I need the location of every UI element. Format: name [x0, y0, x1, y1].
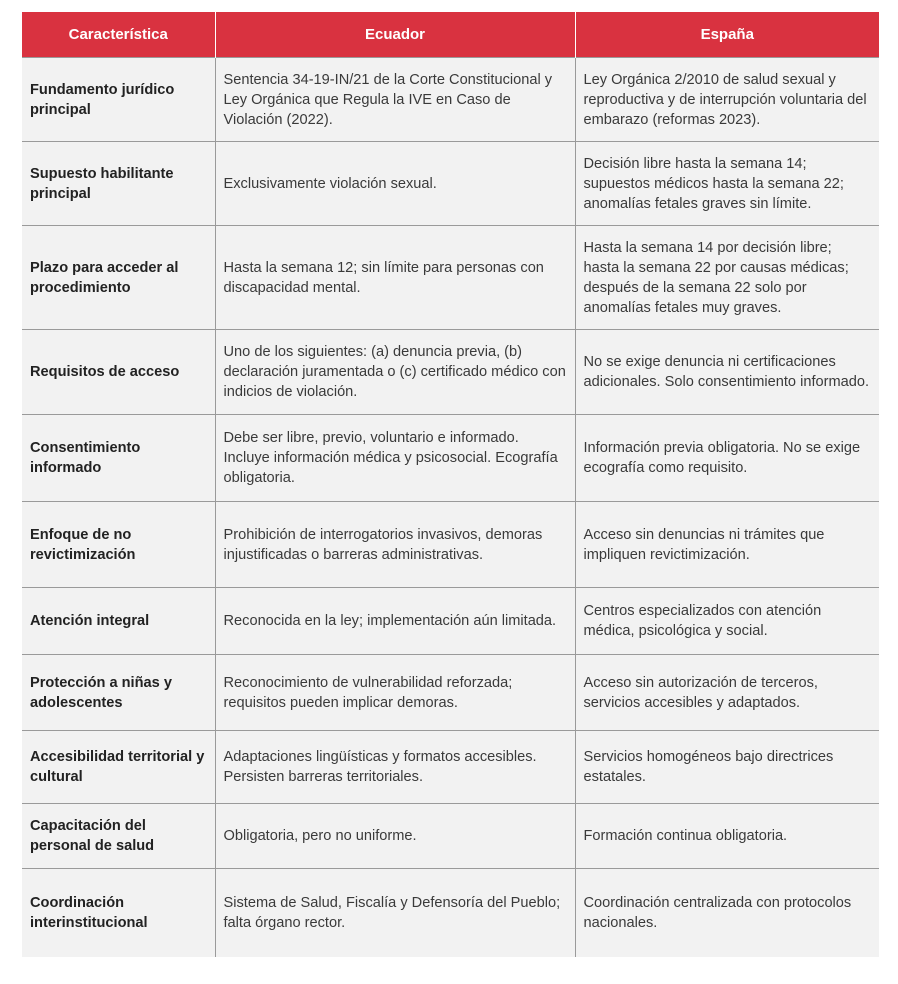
espana-cell: Acceso sin autorización de terceros, servicios accesibles y adaptados.: [575, 655, 879, 731]
ecuador-cell: Reconocimiento de vulnerabilidad reforzada; requisitos pueden implicar demoras.: [215, 655, 575, 731]
espana-cell: Decisión libre hasta la semana 14; supuestos médicos hasta la semana 22; anomalías fetales graves sin límite.: [575, 142, 879, 226]
espana-cell: Centros especializados con atención médica, psicológica y social.: [575, 588, 879, 655]
table-row: [22, 142, 879, 226]
header-espana: España: [575, 12, 879, 58]
espana-cell: Coordinación centralizada con protocolos nacionales.: [575, 869, 879, 957]
espana-cell: No se exige denuncia ni certificaciones adicionales. Solo consentimiento informado.: [575, 330, 879, 415]
header-row: [22, 12, 879, 58]
feature-cell: Supuesto habilitante principal: [22, 142, 215, 226]
ecuador-cell: Sentencia 34-19-IN/21 de la Corte Constitucional y Ley Orgánica que Regula la IVE en Caso de Violación (2022).: [215, 58, 575, 142]
espana-cell: Ley Orgánica 2/2010 de salud sexual y reproductiva y de interrupción voluntaria del embarazo (reformas 2023).: [575, 58, 879, 142]
ecuador-cell: Reconocida en la ley; implementación aún limitada.: [215, 588, 575, 655]
table-row: [22, 226, 879, 330]
ecuador-cell: Adaptaciones lingüísticas y formatos accesibles. Persisten barreras territoriales.: [215, 731, 575, 804]
espana-cell: Servicios homogéneos bajo directrices estatales.: [575, 731, 879, 804]
table-row: [22, 655, 879, 731]
comparison-table-container: [22, 12, 879, 957]
feature-cell: Protección a niñas y adolescentes: [22, 655, 215, 731]
ecuador-cell: Uno de los siguientes: (a) denuncia previa, (b) declaración juramentada o (c) certificado médico con indicios de violación.: [215, 330, 575, 415]
feature-cell: Capacitación del personal de salud: [22, 804, 215, 869]
feature-cell: Coordinación interinstitucional: [22, 869, 215, 957]
ecuador-cell: Obligatoria, pero no uniforme.: [215, 804, 575, 869]
header-ecuador: Ecuador: [215, 12, 575, 58]
table-row: [22, 330, 879, 415]
ecuador-cell: Sistema de Salud, Fiscalía y Defensoría del Pueblo; falta órgano rector.: [215, 869, 575, 957]
espana-cell: Hasta la semana 14 por decisión libre; hasta la semana 22 por causas médicas; después de la semana 22 solo por anomalías fetales muy graves.: [575, 226, 879, 330]
comparison-table: [22, 12, 879, 957]
table-row: [22, 869, 879, 957]
feature-cell: Accesibilidad territorial y cultural: [22, 731, 215, 804]
espana-cell: Información previa obligatoria. No se exige ecografía como requisito.: [575, 415, 879, 502]
espana-cell: Acceso sin denuncias ni trámites que impliquen revictimización.: [575, 502, 879, 588]
table-row: [22, 502, 879, 588]
table-row: [22, 415, 879, 502]
ecuador-cell: Prohibición de interrogatorios invasivos, demoras injustificadas o barreras administrativas.: [215, 502, 575, 588]
feature-cell: Requisitos de acceso: [22, 330, 215, 415]
table-row: [22, 804, 879, 869]
table-row: [22, 58, 879, 142]
espana-cell: Formación continua obligatoria.: [575, 804, 879, 869]
feature-cell: Consentimiento informado: [22, 415, 215, 502]
header-caracteristica: Característica: [22, 12, 215, 58]
feature-cell: Atención integral: [22, 588, 215, 655]
feature-cell: Enfoque de no revictimización: [22, 502, 215, 588]
table-row: [22, 588, 879, 655]
feature-cell: Fundamento jurídico principal: [22, 58, 215, 142]
feature-cell: Plazo para acceder al procedimiento: [22, 226, 215, 330]
table-row: [22, 731, 879, 804]
ecuador-cell: Debe ser libre, previo, voluntario e informado. Incluye información médica y psicosocial. Ecografía obligatoria.: [215, 415, 575, 502]
ecuador-cell: Exclusivamente violación sexual.: [215, 142, 575, 226]
ecuador-cell: Hasta la semana 12; sin límite para personas con discapacidad mental.: [215, 226, 575, 330]
